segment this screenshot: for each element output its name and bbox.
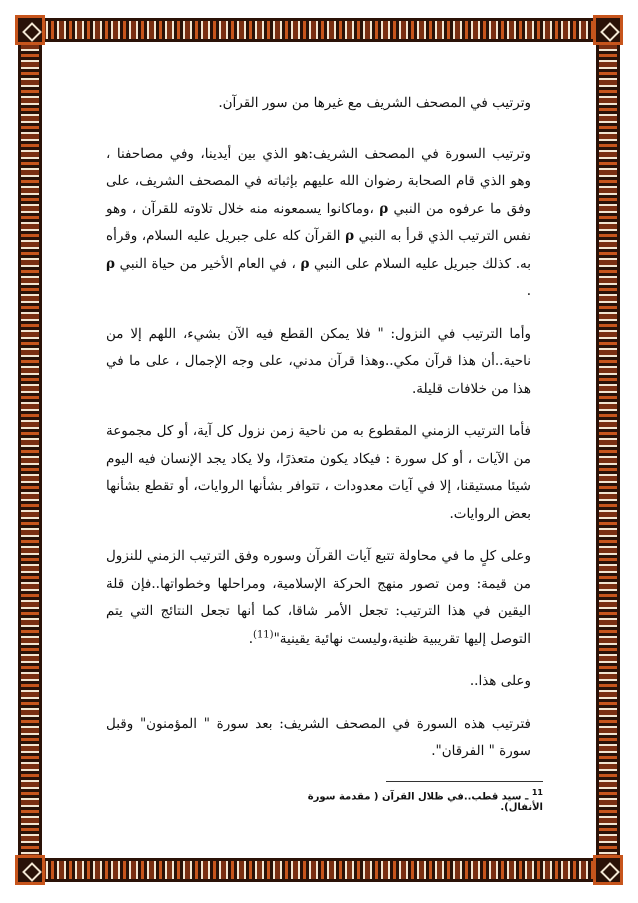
border-corner-top-right [593,15,623,45]
paragraph-text: وعلى كلٍ ما في محاولة تتبع آيات القرآن وسوره وفق الترتيب الزمني للنزول من قيمة: ومن تصور منهج الحركة الإسلامية، ومراحلها وخطواتها..فإن قلة اليقين في هذا الترتيب: تجعل الأمر شاقا، كما أنها تجعل النتائج التي يتم التوصل إليها تقريبية ظنية،وليست نهائية يقينية" [106,548,531,647]
paragraph-text: ،وماكانوا يسمعونه منه خلال تلاوته للقرآن ، وهو نفس الترتيب الذي قرأ به النبي [106,200,532,244]
footnote-separator [386,781,543,782]
ornamental-border-right [596,18,620,882]
paragraph-quote [106,543,531,653]
border-corner-top-left [15,15,45,45]
honorific-symbol: ρ [345,228,355,244]
paragraph-text: ، في العام الأخير من حياة النبي [119,255,296,272]
paragraph-mushaf-order [106,141,531,306]
document-body [106,90,531,781]
footnote-number: 11 [531,788,543,797]
footnote-text: ـ سيد قطب..في ظلال القرآن ( مقدمة سورة الأنفال). [307,791,543,814]
honorific-symbol: ρ [379,200,389,217]
paragraph-conclusion: وعلى هذا.. [469,673,531,689]
border-corner-bottom-right [593,855,623,885]
section-heading: وترتيب في المصحف الشريف مع غيرها من سور القرآن. [218,95,531,111]
paragraph-text: . [526,283,531,299]
footnote [300,788,543,813]
ornamental-border-left [18,18,42,882]
footnote-reference[interactable]: (11) [253,629,274,640]
ornamental-border-top [18,18,620,42]
paragraph-revelation-order: وأما الترتيب في النزول: " فلا يمكن القطع فيه الآن بشيء، اللهم إلا من ناحية..أن هذا قرآن مكي..وهذا قرآن مدني، على وجه الإجمال ، على ما في هذا من خلافات قليلة. [106,325,531,397]
honorific-symbol: ρ [106,255,115,272]
border-corner-bottom-left [15,855,45,885]
paragraph-surah-position: فترتيب هذه السورة في المصحف الشريف: بعد سورة " المؤمنون" وقبل سورة " الفرقان". [106,715,531,759]
paragraph-text: وترتيب السورة في المصحف الشريف:هو الذي بين أيدينا، وفي مصاحفنا ، وهو الذي قام الصحابة رضوان الله عليهم بإثباته في المصحف الشريف، على وفق ما عرفوه من النبي [106,145,531,217]
ornamental-border-bottom [18,858,620,882]
paragraph-chronological-order: فأما الترتيب الزمني المقطوع به من ناحية زمن نزول كل آية، أو كل مجموعة من الآيات ، أو كل سورة : فيكاد يكون متعذرًا، ولا يكاد يجد الإنسان فيه اليوم شيئا مستيقنا، إلا في آيات معدودات ، تتوافر بشأنها الروايات، أو تقطع بشأنها بعض الروايات. [106,423,531,522]
paragraph-text: القرآن كله على جبريل عليه السلام، وقرأه به. كذلك جبريل عليه السلام على النبي [106,228,531,272]
paragraph-text: . [248,630,254,647]
honorific-symbol: ρ [300,255,310,272]
